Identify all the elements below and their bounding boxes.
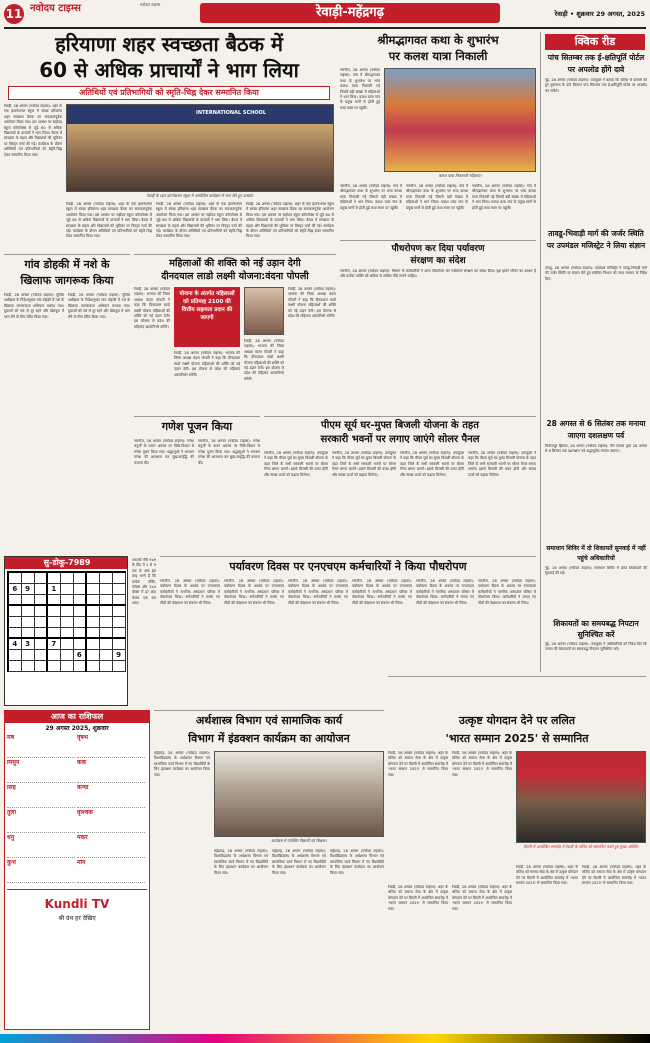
sudoku-cell xyxy=(34,649,47,660)
sudoku-cell xyxy=(112,583,125,594)
sudoku-cell: 7 xyxy=(47,638,60,649)
kundli-tv-tagline: श्री ग्रंथ हर देखिए xyxy=(58,915,96,922)
rashifal-sign xyxy=(77,835,145,858)
rashifal-sign-name: वृश्चिक xyxy=(77,810,93,816)
arth-photo-caption: कार्यक्रम में उपस्थित विद्यार्थी एवं शिक्षक। xyxy=(271,838,327,843)
yogdan-body-5: रेवाड़ी, 28 अगस्त (नवोदय टाइम्स): शहर के ललित को समाज सेवा के क्षेत्र में उत्कृष्ट योगदान देने पर दिल्ली में आयोजित समारोह में 'भारत सम्मान 2025' से सम्मानित किया गया। xyxy=(516,865,578,886)
yogdan-body-1: रेवाड़ी, 28 अगस्त (नवोदय टाइम्स): शहर के ललित को समाज सेवा के क्षेत्र में उत्कृष्ट योगदान देने पर दिल्ली में आयोजित समारोह में 'भारत सम्मान 2025' से सम्मानित किया गया। xyxy=(388,751,448,777)
bhagwat-body-bottom-2: नारनौल, 28 अगस्त (नवोदय टाइम्स): गांव में श्रीमद्भागवत कथा के शुभारंभ पर भव्य कलश यात्रा निकाली गई जिसमें बड़ी संख्या में महिलाओं ने भाग लिया। कलश यात्रा गांव के प्रमुख मार्गों से होती हुई कथा स्थल पर पहुंची। xyxy=(406,184,468,210)
yogdan-photo-caption: दिल्ली में आयोजित समारोह में रेवाड़ी के ललित को सम्मानित करते हुए मुख्य अतिथि। xyxy=(523,844,639,849)
sudoku-cell xyxy=(60,594,73,605)
sudoku-cell xyxy=(99,649,112,660)
sudoku-cell xyxy=(8,627,21,638)
quick-read-sidebar xyxy=(540,32,648,672)
rashifal-sign-name: कन्या xyxy=(77,785,89,791)
sudoku-cell xyxy=(99,572,112,583)
sudoku-cell xyxy=(86,572,99,583)
lead-headline-1: हरियाणा शहर स्वच्छता बैठक में xyxy=(55,32,283,56)
yogdan-body-6: रेवाड़ी, 28 अगस्त (नवोदय टाइम्स): शहर के ललित को समाज सेवा के क्षेत्र में उत्कृष्ट योगदान देने पर दिल्ली में आयोजित समारोह में 'भारत सम्मान 2025' से सम्मानित किया गया। xyxy=(582,865,646,886)
sudoku-cell xyxy=(99,594,112,605)
sidebar-item-3-body: फिरोजपुर झिरका, 28 अगस्त (नवोदय टाइम्स): जैन समाज द्वारा 28 अगस्त से 6 सितंबर तक दशलक्षण पर्व श्रद्धापूर्वक मनाया जाएगा। xyxy=(545,444,647,454)
diwas-body-6: नारनौल, 28 अगस्त (नवोदय टाइम्स): पर्यावरण दिवस के अवसर पर एनएचएम कर्मचारियों ने नागरिक अस्पताल परिसर में पौधरोपण किया। कर्मचारियों ने लगाए गए पौधों की देखभाल का संकल्प भी लिया। xyxy=(478,579,536,605)
yogdan-headline-1: उत्कृष्ट योगदान देने पर ललित xyxy=(458,714,576,727)
sudoku-row xyxy=(8,616,125,627)
sudoku-cell xyxy=(21,572,34,583)
arth-headline-1: अर्थशास्त्र विभाग एवं सामाजिक कार्य xyxy=(195,714,343,727)
quick-read-label: क्विक रीड xyxy=(545,34,645,50)
ganesh-story xyxy=(134,416,260,554)
sudoku-row xyxy=(8,638,125,649)
sudoku-cell xyxy=(99,660,112,671)
sudoku-cell xyxy=(99,627,112,638)
arth-body-4: महेंद्रगढ़, 28 अगस्त (नवोदय टाइम्स): विश्वविद्यालय के अर्थशास्त्र विभाग एवं सामाजिक कार्य विभाग में नए विद्यार्थियों के लिए इंडक्शन कार्यक्रम का आयोजन किया गया। xyxy=(330,849,384,875)
sudoku-cell xyxy=(8,660,21,671)
sudoku-cell xyxy=(34,616,47,627)
sudoku-cell xyxy=(112,660,125,671)
nasha-headline-1: गांव डोहकी में नशे के xyxy=(24,258,110,271)
rashifal-sign-name: कुंभ xyxy=(7,860,16,866)
sudoku-cell: 3 xyxy=(21,638,34,649)
bhagwat-headline-2: पर कलश यात्रा निकाली xyxy=(388,49,488,63)
sidebar-item-4-body: नूंह, 28 अगस्त (नवोदय टाइम्स): समाधान शिविर में प्राप्त शिकायतों की सुनवाई की गई। xyxy=(545,566,647,576)
bhagwat-headline-1: श्रीमद्भागवत कथा के शुभारंभ xyxy=(377,33,499,47)
lead-body-col4: रेवाड़ी, 28 अगस्त (नवोदय टाइम्स): शहर के एक इंटरनेशनल स्कूल में स्वच्छ हरियाणा शहर स्वच्छता बैठक का सफलतापूर्वक आयोजन किया गया। इस अवसर पर सहोदय स्कूल कॉम्प्लेक्स से जुड़े 60 से अधिक विद्यालयों के प्राचार्यों ने भाग लिया। बैठक में स्वच्छता के महत्व और विद्यालयों की भूमिका पर विस्तृत चर्चा की गई। कार्यक्रम के दौरान अतिथियों एवं प्रतिभागियों को स्मृति-चिह्न देकर सम्मानित किया गया। xyxy=(246,202,334,239)
sidebar-item-2-body: तावडू, 28 अगस्त (नवोदय टाइम्स): उपमंडल मजिस्ट्रेट ने तावडू-भिवाड़ी मार्ग की जर्जर स्थिति पर संज्ञान लेते हुए संबंधित विभाग को जल्द मरम्मत के निर्देश दिए। xyxy=(545,266,647,281)
bhagwat-body-bottom-1: नारनौल, 28 अगस्त (नवोदय टाइम्स): गांव में श्रीमद्भागवत कथा के शुभारंभ पर भव्य कलश यात्रा निकाली गई जिसमें बड़ी संख्या में महिलाओं ने भाग लिया। कलश यात्रा गांव के प्रमुख मार्गों से होती हुई कथा स्थल पर पहुंची। xyxy=(340,184,402,210)
surya-body-1: नारनौल, 28 अगस्त (नवोदय टाइम्स): उपायुक्त ने कहा कि पीएम सूर्य घर-मुफ्त बिजली योजना के तहत जिले के सभी सरकारी भवनों पर सोलर पैनल लगाए जाएंगे। इससे बिजली की बचत होगी और स्वच्छ ऊर्जा को बढ़ावा मिलेगा। xyxy=(264,451,328,477)
rashifal-sign-name: कर्क xyxy=(77,760,87,766)
rashifal-sign xyxy=(7,860,75,883)
sudoku-cell xyxy=(73,605,86,616)
sudoku-cell xyxy=(86,616,99,627)
sudoku-cell xyxy=(47,572,60,583)
sudoku-row xyxy=(8,605,125,616)
paryavaran-sandesh-story xyxy=(340,240,536,395)
page-number-badge: 11 xyxy=(4,4,24,24)
diwas-body-4: नारनौल, 28 अगस्त (नवोदय टाइम्स): पर्यावरण दिवस के अवसर पर एनएचएम कर्मचारियों ने नागरिक अस्पताल परिसर में पौधरोपण किया। कर्मचारियों ने लगाए गए पौधों की देखभाल का संकल्प भी लिया। xyxy=(352,579,412,605)
sudoku-cell xyxy=(21,660,34,671)
rashifal-sign xyxy=(7,785,75,808)
sudoku-cell xyxy=(99,605,112,616)
sudoku-title: सु-डोकू-7989 xyxy=(5,557,128,569)
sudoku-cell xyxy=(34,605,47,616)
nasha-story xyxy=(4,254,130,552)
sidebar-item-2-headline: तावडू-भिवाड़ी मार्ग की जर्जर स्थिति पर उपमंडल मजिस्ट्रेट ने लिया संज्ञान xyxy=(546,229,646,250)
arthshastra-story xyxy=(154,710,384,1030)
sudoku-cell xyxy=(73,616,86,627)
sudoku-cell xyxy=(21,627,34,638)
ganesh-body-2: नारनौल, 28 अगस्त (नवोदय टाइम्स): गणेश चतुर्थी के पावन अवसर पर विधि-विधान से गणेश पूजन किया गया। श्रद्धालुओं ने भगवान गणेश की आराधना कर सुख-समृद्धि की कामना की। xyxy=(198,439,260,465)
rashifal-sign xyxy=(77,785,145,808)
sudoku-cell xyxy=(86,649,99,660)
paper-small-top: नवोदय टाइम्स xyxy=(140,2,161,7)
date-line: रेवाड़ी • शुक्रवार 29 अगस्त, 2025 xyxy=(554,10,645,18)
edition-banner: रेवाड़ी-महेंद्रगढ़ xyxy=(200,3,500,23)
sudoku-cell: 9 xyxy=(112,649,125,660)
sudoku-cell xyxy=(8,605,21,616)
sudoku-cell xyxy=(60,605,73,616)
arth-body-3: महेंद्रगढ़, 28 अगस्त (नवोदय टाइम्स): विश्वविद्यालय के अर्थशास्त्र विभाग एवं सामाजिक कार्य विभाग में नए विद्यार्थियों के लिए इंडक्शन कार्यक्रम का आयोजन किया गया। xyxy=(272,849,326,875)
sudoku-cell xyxy=(60,616,73,627)
bottom-strip xyxy=(0,1034,650,1043)
rashifal-box xyxy=(4,710,150,1030)
yogdan-photo xyxy=(516,751,646,861)
nasha-body-1: रेवाड़ी, 28 अगस्त (नवोदय टाइम्स): पुलिस अधीक्षक के निर्देशानुसार गांव डोहकी में नशे के खिलाफ जागरूकता अभियान चलाया गया। युवाओं को नशे से दूर रहने और खेलकूद में भाग लेने के लिए प्रेरित किया गया। xyxy=(4,293,64,319)
yogdan-body-2: रेवाड़ी, 28 अगस्त (नवोदय टाइम्स): शहर के ललित को समाज सेवा के क्षेत्र में उत्कृष्ट योगदान देने पर दिल्ली में आयोजित समारोह में 'भारत सम्मान 2025' से सम्मानित किया गया। xyxy=(452,751,512,777)
sudoku-cell xyxy=(21,616,34,627)
sudoku-cell xyxy=(112,594,125,605)
sudoku-row xyxy=(8,627,125,638)
sudoku-cell xyxy=(8,616,21,627)
sudoku-cell xyxy=(47,649,60,660)
rashifal-sign-name: मीन xyxy=(77,860,86,866)
rashifal-sign-name: मिथुन xyxy=(7,760,20,766)
rashifal-sign xyxy=(77,760,145,783)
sidebar-item-1-body: नूंह, 28 अगस्त (नवोदय टाइम्स): उपायुक्त ने बताया कि बारिश से फसलों को हुए नुकसान के दावे किसान पांच सितम्बर तक ई-क्षतिपूर्ति पोर्टल पर अपलोड कर सकेंगे। xyxy=(545,78,647,93)
sidebar-item-5-headline: शिकायतों का समयबद्ध निपटान सुनिश्चित करें xyxy=(553,619,639,639)
rashifal-sign-name: मेष xyxy=(7,735,15,741)
sudoku-cell xyxy=(47,605,60,616)
sudoku-row xyxy=(8,572,125,583)
yogdan-photo-image xyxy=(516,751,646,843)
rashifal-date: 29 अगस्त 2025, शुक्रवार xyxy=(45,725,109,732)
sudoku-cell xyxy=(34,594,47,605)
rashifal-sign xyxy=(77,810,145,833)
sudoku-grid xyxy=(7,571,127,675)
sidebar-item-4-headline: समाधान शिविर में दो शिकायतें सुनवाई में नहीं पहुंचे अधिकारियों xyxy=(546,545,646,562)
sudoku-cell xyxy=(73,583,86,594)
rashifal-sign xyxy=(77,860,145,883)
lead-photo-caption: रेवाड़ी के शहर इंटरनेशनल स्कूल में आयोजित कार्यक्रम में भाग लेते हुए प्राचार्य। xyxy=(146,193,254,198)
sudoku-cell: 6 xyxy=(73,649,86,660)
surya-headline-1: पीएम सूर्य घर-मुफ्त बिजली योजना के तहत xyxy=(321,420,479,431)
lead-photo xyxy=(66,104,334,200)
nasha-headline-2: खिलाफ जागरूक किया xyxy=(20,274,114,287)
sudoku-cell xyxy=(99,616,112,627)
surya-body-2: नारनौल, 28 अगस्त (नवोदय टाइम्स): उपायुक्त ने कहा कि पीएम सूर्य घर-मुफ्त बिजली योजना के तहत जिले के सभी सरकारी भवनों पर सोलर पैनल लगाए जाएंगे। इससे बिजली की बचत होगी और स्वच्छ ऊर्जा को बढ़ावा मिलेगा। xyxy=(332,451,396,477)
sudoku-cell xyxy=(112,627,125,638)
ganesh-body-1: नारनौल, 28 अगस्त (नवोदय टाइम्स): गणेश चतुर्थी के पावन अवसर पर विधि-विधान से गणेश पूजन किया गया। श्रद्धालुओं ने भगवान गणेश की आराधना कर सुख-समृद्धि की कामना की। xyxy=(134,439,194,465)
sandesh-headline-2: संरक्षण का संदेश xyxy=(410,256,466,266)
surya-body-4: नारनौल, 28 अगस्त (नवोदय टाइम्स): उपायुक्त ने कहा कि पीएम सूर्य घर-मुफ्त बिजली योजना के तहत जिले के सभी सरकारी भवनों पर सोलर पैनल लगाए जाएंगे। इससे बिजली की बचत होगी और स्वच्छ ऊर्जा को बढ़ावा मिलेगा। xyxy=(468,451,536,477)
sudoku-cell xyxy=(34,627,47,638)
lado-body-4: रेवाड़ी, 28 अगस्त (नवोदय टाइम्स): भाजपा की जिला अध्यक्ष वंदना पोपली ने कहा कि दीनदयाल लाडो लक्ष्मी योजना महिलाओं की शक्ति को नई उड़ान देगी। इस योजना से प्रदेश की महिलाएं आत्मनिर्भर बनेंगी। xyxy=(288,287,336,319)
sudoku-cell xyxy=(60,583,73,594)
bhagwat-photo-image xyxy=(384,68,536,172)
sudoku-cell: 4 xyxy=(8,638,21,649)
sudoku-cell xyxy=(8,572,21,583)
sudoku-cell xyxy=(112,572,125,583)
sudoku-cell xyxy=(86,660,99,671)
sudoku-cell xyxy=(8,594,21,605)
lado-body-3: रेवाड़ी, 28 अगस्त (नवोदय टाइम्स): भाजपा की जिला अध्यक्ष वंदना पोपली ने कहा कि दीनदयाल लाडो लक्ष्मी योजना महिलाओं की शक्ति को नई उड़ान देगी। इस योजना से प्रदेश की महिलाएं आत्मनिर्भर बनेंगी। xyxy=(244,339,284,381)
sudoku-box xyxy=(4,556,128,706)
sudoku-cell xyxy=(99,583,112,594)
rashifal-sign-name: मकर xyxy=(77,835,88,841)
sudoku-cell xyxy=(99,638,112,649)
diwas-body-3: नारनौल, 28 अगस्त (नवोदय टाइम्स): पर्यावरण दिवस के अवसर पर एनएचएम कर्मचारियों ने नागरिक अस्पताल परिसर में पौधरोपण किया। कर्मचारियों ने लगाए गए पौधों की देखभाल का संकल्प भी लिया। xyxy=(288,579,348,605)
rashifal-sign-name: सिंह xyxy=(7,785,16,791)
arth-photo xyxy=(214,751,384,845)
sudoku-cell: 6 xyxy=(8,583,21,594)
sudoku-cell xyxy=(60,572,73,583)
sudoku-cell xyxy=(112,638,125,649)
sudoku-cell xyxy=(60,649,73,660)
sudoku-cell xyxy=(60,660,73,671)
sudoku-cell xyxy=(73,638,86,649)
diwas-body-2: नारनौल, 28 अगस्त (नवोदय टाइम्स): पर्यावरण दिवस के अवसर पर एनएचएम कर्मचारियों ने नागरिक अस्पताल परिसर में पौधरोपण किया। कर्मचारियों ने लगाए गए पौधों की देखभाल का संकल्प भी लिया। xyxy=(224,579,284,605)
bhagwat-body-left: नारनौल, 28 अगस्त (नवोदय टाइम्स): गांव में श्रीमद्भागवत कथा के शुभारंभ पर भव्य कलश यात्रा निकाली गई जिसमें बड़ी संख्या में महिलाओं ने भाग लिया। कलश यात्रा गांव के प्रमुख मार्गों से होती हुई कथा स्थल पर पहुंची। xyxy=(340,68,380,110)
sudoku-cell xyxy=(73,627,86,638)
lead-photo-banner: INTERNATIONAL SCHOOL xyxy=(195,110,267,116)
sudoku-cell xyxy=(34,660,47,671)
sudoku-cell xyxy=(73,594,86,605)
yogdan-body-3: रेवाड़ी, 28 अगस्त (नवोदय टाइम्स): शहर के ललित को समाज सेवा के क्षेत्र में उत्कृष्ट योगदान देने पर दिल्ली में आयोजित समारोह में 'भारत सम्मान 2025' से सम्मानित किया गया। xyxy=(388,885,448,911)
sandesh-body: नारनौल, 28 अगस्त (नवोदय टाइम्स): विभाग के कर्मचारियों ने आज पौधरोपण कर पर्यावरण संरक्षण का संदेश दिया। वृक्ष हमारे जीवन का आधार हैं और प्रत्येक व्यक्ति को अधिक से अधिक पौधे लगाने चाहिए। xyxy=(340,269,536,279)
sudoku-cell xyxy=(47,594,60,605)
lado-laxmi-story xyxy=(134,254,336,414)
rashifal-sign xyxy=(7,810,75,833)
sudoku-cell xyxy=(73,572,86,583)
sudoku-cell xyxy=(21,605,34,616)
paper-name: नवोदय टाइम्स xyxy=(30,3,81,14)
lead-body-col3: रेवाड़ी, 28 अगस्त (नवोदय टाइम्स): शहर के एक इंटरनेशनल स्कूल में स्वच्छ हरियाणा शहर स्वच्छता बैठक का सफलतापूर्वक आयोजन किया गया। इस अवसर पर सहोदय स्कूल कॉम्प्लेक्स से जुड़े 60 से अधिक विद्यालयों के प्राचार्यों ने भाग लिया। बैठक में स्वच्छता के महत्व और विद्यालयों की भूमिका पर विस्तृत चर्चा की गई। कार्यक्रम के दौरान अतिथियों एवं प्रतिभागियों को स्मृति-चिह्न देकर सम्मानित किया गया। xyxy=(156,202,242,239)
rashifal-sign-name: वृषभ xyxy=(77,735,89,741)
lead-headline-2: 60 से अधिक प्राचार्यों ने भाग लिया xyxy=(39,58,299,82)
arth-body-1: महेंद्रगढ़, 28 अगस्त (नवोदय टाइम्स): विश्वविद्यालय के अर्थशास्त्र विभाग एवं सामाजिक कार्य विभाग में नए विद्यार्थियों के लिए इंडक्शन कार्यक्रम का आयोजन किया गया। xyxy=(154,751,210,777)
sudoku-row xyxy=(8,594,125,605)
sudoku-cell xyxy=(60,627,73,638)
sidebar-item-5-body: नूंह, 28 अगस्त (नवोदय टाइम्स): उपायुक्त ने अधिकारियों को निर्देश दिए कि जनता की शिकायतों का समयबद्ध निपटान सुनिश्चित करें। xyxy=(545,642,647,652)
sudoku-cell xyxy=(47,660,60,671)
surya-headline-2: सरकारी भवनों पर लगाए जाएंगे सोलर पैनल xyxy=(320,434,480,445)
rashifal-sign-name: धनु xyxy=(7,835,15,841)
sudoku-cell xyxy=(86,638,99,649)
bhagwat-body-bottom-3: नारनौल, 28 अगस्त (नवोदय टाइम्स): गांव में श्रीमद्भागवत कथा के शुभारंभ पर भव्य कलश यात्रा निकाली गई जिसमें बड़ी संख्या में महिलाओं ने भाग लिया। कलश यात्रा गांव के प्रमुख मार्गों से होती हुई कथा स्थल पर पहुंची। xyxy=(472,184,536,210)
sudoku-cell xyxy=(8,649,21,660)
sudoku-cell xyxy=(86,583,99,594)
rashifal-sign xyxy=(7,735,75,758)
yogdan-story xyxy=(388,676,646,1030)
yogdan-body-4: रेवाड़ी, 28 अगस्त (नवोदय टाइम्स): शहर के ललित को समाज सेवा के क्षेत्र में उत्कृष्ट योगदान देने पर दिल्ली में आयोजित समारोह में 'भारत सम्मान 2025' से सम्मानित किया गया। xyxy=(452,885,512,911)
sudoku-table xyxy=(7,571,126,672)
yogdan-headline-2: 'भारत सम्मान 2025' से सम्मानित xyxy=(445,732,589,745)
sidebar-item-1-headline: पांच सितम्बर तक ई-क्षतिपूर्ति पोर्टल पर अपलोड होंगे दावे xyxy=(547,53,645,74)
sudoku-cell xyxy=(34,583,47,594)
sudoku-cell xyxy=(112,616,125,627)
sandesh-headline-1: पौधरोपण कर दिया पर्यावरण xyxy=(391,244,485,254)
sudoku-cell: 9 xyxy=(21,583,34,594)
rashifal-ad xyxy=(7,889,147,1027)
sudoku-cell xyxy=(47,616,60,627)
lado-photo xyxy=(244,287,284,335)
lead-body-col2: रेवाड़ी, 28 अगस्त (नवोदय टाइम्स): शहर के एक इंटरनेशनल स्कूल में स्वच्छ हरियाणा शहर स्वच्छता बैठक का सफलतापूर्वक आयोजन किया गया। इस अवसर पर सहोदय स्कूल कॉम्प्लेक्स से जुड़े 60 से अधिक विद्यालयों के प्राचार्यों ने भाग लिया। बैठक में स्वच्छता के महत्व और विद्यालयों की भूमिका पर विस्तृत चर्चा की गई। कार्यक्रम के दौरान अतिथियों एवं प्रतिभागियों को स्मृति-चिह्न देकर सम्मानित किया गया। xyxy=(66,202,152,239)
rashifal-signs xyxy=(7,735,147,885)
sudoku-row xyxy=(8,583,125,594)
sudoku-cell xyxy=(21,649,34,660)
arth-body-2: महेंद्रगढ़, 28 अगस्त (नवोदय टाइम्स): विश्वविद्यालय के अर्थशास्त्र विभाग एवं सामाजिक कार्य विभाग में नए विद्यार्थियों के लिए इंडक्शन कार्यक्रम का आयोजन किया गया। xyxy=(214,849,268,875)
sudoku-cell xyxy=(34,572,47,583)
lado-headline-2: दीनदयाल लाडो लक्ष्मी योजना:वंदना पोपली xyxy=(161,271,309,282)
bhagwat-photo xyxy=(384,68,536,180)
rashifal-sign xyxy=(7,835,75,858)
diwas-body-1: नारनौल, 28 अगस्त (नवोदय टाइम्स): पर्यावरण दिवस के अवसर पर एनएचएम कर्मचारियों ने नागरिक अस्पताल परिसर में पौधरोपण किया। कर्मचारियों ने लगाए गए पौधों की देखभाल का संकल्प भी लिया। xyxy=(160,579,220,605)
lado-body-1: रेवाड़ी, 28 अगस्त (नवोदय टाइम्स): भाजपा की जिला अध्यक्ष वंदना पोपली ने कहा कि दीनदयाल लाडो लक्ष्मी योजना महिलाओं की शक्ति को नई उड़ान देगी। इस योजना से प्रदेश की महिलाएं आत्मनिर्भर बनेंगी। xyxy=(134,287,170,329)
lado-headline-1: महिलाओं की शक्ति को नई उड़ान देगी xyxy=(169,258,301,269)
lead-subhead: अतिथियों एवं प्रतिभागियों को स्मृति-चिह्न देकर सम्मानित किया xyxy=(8,86,330,100)
lado-body-2: रेवाड़ी, 28 अगस्त (नवोदय टाइम्स): भाजपा की जिला अध्यक्ष वंदना पोपली ने कहा कि दीनदयाल लाडो लक्ष्मी योजना महिलाओं की शक्ति को नई उड़ान देगी। इस योजना से प्रदेश की महिलाएं आत्मनिर्भर बनेंगी। xyxy=(174,351,240,377)
sudoku-cell: 1 xyxy=(47,583,60,594)
lead-story xyxy=(4,32,334,250)
masthead xyxy=(0,0,650,30)
rashifal-title: आज का राशिफल xyxy=(5,711,149,723)
sudoku-row xyxy=(8,649,125,660)
bhagwat-photo-caption: कलश यात्रा निकालती महिलाएं। xyxy=(438,173,482,178)
sudoku-instructions: आपको नीचे 9x9 के ग्रिड में 1 से 9 तक के अंक इस तरह भरने हैं कि प्रत्येक पंक्ति, कॉलम और 3x3 बॉक्स में हर अंक केवल एक बार आए। xyxy=(132,558,156,606)
masthead-rule xyxy=(4,27,646,29)
sudoku-row xyxy=(8,660,125,671)
sudoku-cell xyxy=(86,605,99,616)
sidebar-item-3-headline: 28 अगस्त से 6 सितंबर तक मनाया जाएगा दशलक्षण पर्व xyxy=(546,419,646,440)
rashifal-sign xyxy=(77,735,145,758)
ganesh-headline: गणेश पूजन किया xyxy=(161,420,233,433)
sudoku-cell xyxy=(34,638,47,649)
sudoku-cell xyxy=(21,594,34,605)
arth-headline-2: विभाग में इंडक्शन कार्यक्रम का आयोजन xyxy=(188,732,350,745)
sudoku-cell xyxy=(86,594,99,605)
diwas-headline: पर्यावरण दिवस पर एनएचएम कर्मचारियों ने किया पौधरोपण xyxy=(229,560,467,573)
kundli-tv-brand: Kundli TV xyxy=(44,897,110,911)
rashifal-sign-name: तुला xyxy=(7,810,17,816)
diwas-body-5: नारनौल, 28 अगस्त (नवोदय टाइम्स): पर्यावरण दिवस के अवसर पर एनएचएम कर्मचारियों ने नागरिक अस्पताल परिसर में पौधरोपण किया। कर्मचारियों ने लगाए गए पौधों की देखभाल का संकल्प भी लिया। xyxy=(416,579,474,605)
arth-photo-image xyxy=(214,751,384,837)
nasha-body-2: रेवाड़ी, 28 अगस्त (नवोदय टाइम्स): पुलिस अधीक्षक के निर्देशानुसार गांव डोहकी में नशे के खिलाफ जागरूकता अभियान चलाया गया। युवाओं को नशे से दूर रहने और खेलकूद में भाग लेने के लिए प्रेरित किया गया। xyxy=(68,293,130,319)
lead-body-col1: रेवाड़ी, 28 अगस्त (नवोदय टाइम्स): शहर के एक इंटरनेशनल स्कूल में स्वच्छ हरियाणा शहर स्वच्छता बैठक का सफलतापूर्वक आयोजन किया गया। इस अवसर पर सहोदय स्कूल कॉम्प्लेक्स से जुड़े 60 से अधिक विद्यालयों के प्राचार्यों ने भाग लिया। बैठक में स्वच्छता के महत्व और विद्यालयों की भूमिका पर विस्तृत चर्चा की गई। कार्यक्रम के दौरान अतिथियों एवं प्रतिभागियों को स्मृति-चिह्न देकर सम्मानित किया गया। xyxy=(4,104,62,157)
bhagwat-story xyxy=(340,32,536,237)
sudoku-cell xyxy=(112,605,125,616)
surya-ghar-story xyxy=(264,416,536,554)
sudoku-cell xyxy=(86,627,99,638)
lado-pull-quote: योजना के अंतर्गत महिलाओं को प्रतिमाह 2100 की वित्तीय सहायता प्रदान की जाएगी xyxy=(174,287,240,347)
surya-body-3: नारनौल, 28 अगस्त (नवोदय टाइम्स): उपायुक्त ने कहा कि पीएम सूर्य घर-मुफ्त बिजली योजना के तहत जिले के सभी सरकारी भवनों पर सोलर पैनल लगाए जाएंगे। इससे बिजली की बचत होगी और स्वच्छ ऊर्जा को बढ़ावा मिलेगा। xyxy=(400,451,464,477)
rashifal-sign xyxy=(7,760,75,783)
sudoku-cell xyxy=(73,660,86,671)
sudoku-cell xyxy=(47,627,60,638)
sudoku-cell xyxy=(60,638,73,649)
